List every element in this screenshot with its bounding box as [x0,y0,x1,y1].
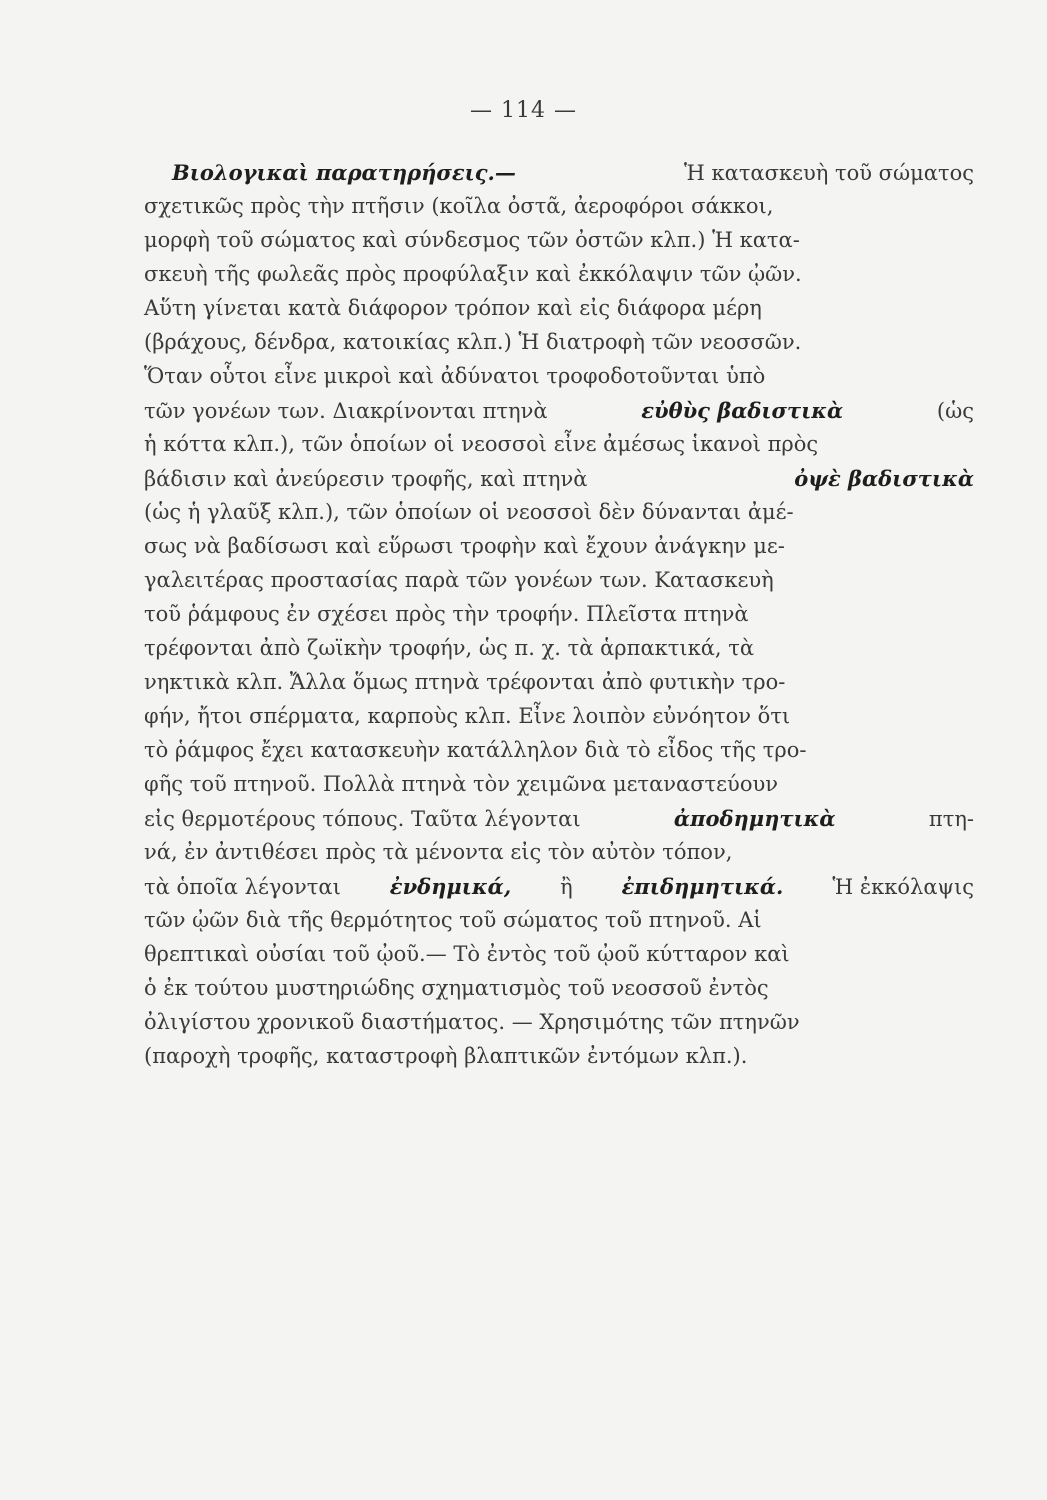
emphasis-term: ὀψὲ βαδιστικὰ [794,466,974,491]
text-line [144,1010,974,1044]
text-line [144,194,974,228]
text-run: ὁ ἐκ τούτου μυστηριώδης σχηματισμὸς τοῦ νεοσσοῦ ἐντὸς [144,976,769,1000]
text-line [144,738,974,772]
emphasis-term: εὐθὺς βαδιστικὰ [641,398,844,423]
text-line [144,942,974,976]
text-line [144,908,974,942]
section-heading: Βιολογικαὶ παρατηρήσεις.— [172,160,516,185]
text-line [144,534,974,568]
text-run: τῶν γονέων των. Διακρίνονται πτηνὰ [144,399,555,423]
text-line [144,398,974,432]
text-line [144,874,974,908]
text-run: εἰς θερμοτέρους τόπους. Ταῦτα λέγονται [144,807,588,831]
text-line [144,636,974,670]
text-run: τρέφονται ἀπὸ ζωϊκὴν τροφήν, ὡς π. χ. τὰ ἁρπακτικά, τὰ [144,636,755,660]
text-line [144,466,974,500]
text-run: ἢ [553,875,580,899]
text-run: (ὡς ἡ γλαῦξ κλπ.), τῶν ὁποίων οἱ νεοσσοὶ δὲν δύνανται ἀμέ- [144,500,794,524]
body-paragraph [144,160,974,1078]
text-line [144,262,974,296]
text-run: σχετικῶς πρὸς τὴν πτῆσιν (κοῖλα ὀστᾶ, ἀεροφόροι σάκκοι, [144,194,774,218]
text-run: σως νὰ βαδίσωσι καὶ εὕρωσι τροφὴν καὶ ἔχουν ἀνάγκην με- [144,534,785,558]
text-line [144,670,974,704]
emphasis-term: ἐπιδημητικά. [621,874,784,899]
text-line [144,840,974,874]
text-line [144,806,974,840]
text-run: βάδισιν καὶ ἀνεύρεσιν τροφῆς, καὶ πτηνὰ [144,467,595,491]
text-run: ἡ κόττα κλπ.), τῶν ὁποίων οἱ νεοσσοὶ εἶνε ἀμέσως ἱκανοὶ πρὸς [144,432,819,456]
text-line [144,330,974,364]
text-run: μορφὴ τοῦ σώματος καὶ σύνδεσμος τῶν ὀστῶν κλπ.) Ἡ κατα- [144,228,800,252]
text-run: φῆς τοῦ πτηνοῦ. Πολλὰ πτηνὰ τὸν χειμῶνα μεταναστεύουν [144,772,778,796]
text-line [144,160,974,194]
text-run: (βράχους, δένδρα, κατοικίας κλπ.) Ἡ διατροφὴ τῶν νεοσσῶν. [144,330,802,354]
text-run: τὸ ῥάμφος ἔχει κατασκευὴν κατάλληλον διὰ τὸ εἶδος τῆς τρο- [144,738,807,762]
text-line [144,976,974,1010]
text-run: Αὕτη γίνεται κατὰ διάφορον τρόπον καὶ εἰς διάφορα μέρη [144,296,762,320]
text-line [144,772,974,806]
page-number: — 114 — [470,98,577,123]
text-line [144,364,974,398]
text-run: τοῦ ῥάμφους ἐν σχέσει πρὸς τὴν τροφήν. Πλεῖστα πτηνὰ [144,602,749,626]
text-run: σκευὴ τῆς φωλεᾶς πρὸς προφύλαξιν καὶ ἐκκόλαψιν τῶν ᾠῶν. [144,262,802,286]
text-run: τῶν ᾠῶν διὰ τῆς θερμότητος τοῦ σώματος τοῦ πτηνοῦ. Αἱ [144,908,762,932]
text-run: πτη- [922,807,974,831]
text-run: φήν, ἤτοι σπέρματα, καρποὺς κλπ. Εἶνε λοιπὸν εὐνόητον ὅτι [144,704,791,728]
text-line [144,500,974,534]
text-run: Ὅταν οὗτοι εἶνε μικροὶ καὶ ἀδύνατοι τροφοδοτοῦνται ὑπὸ [144,364,766,388]
text-line [144,568,974,602]
text-run: νά, ἐν ἀντιθέσει πρὸς τὰ μένοντα εἰς τὸν αὐτὸν τόπον, [144,840,733,864]
text-line [144,704,974,738]
text-run: Ἡ κατασκευὴ τοῦ σώματος [684,161,974,185]
text-line [144,602,974,636]
text-run: γαλειτέρας προστασίας παρὰ τῶν γονέων των. Κατασκευὴ [144,568,774,592]
text-run: (ὡς [930,399,974,423]
text-run: θρεπτικαὶ οὐσίαι τοῦ ᾠοῦ.— Τὸ ἐντὸς τοῦ ᾠοῦ κύτταρον καὶ [144,942,790,966]
text-run: Ἡ ἐκκόλαψις [825,875,974,899]
text-run: τὰ ὁποῖα λέγονται [144,875,348,899]
emphasis-term: ἐνδημικά, [389,874,512,899]
text-line [144,1044,974,1078]
emphasis-term: ἀποδημητικὰ [673,806,836,831]
text-run: (παροχὴ τροφῆς, καταστροφὴ βλαπτικῶν ἐντόμων κλπ.). [144,1044,748,1068]
text-run: νηκτικὰ κλπ. Ἄλλα ὅμως πτηνὰ τρέφονται ἀπὸ φυτικὴν τρο- [144,670,786,694]
text-line [144,432,974,466]
text-line [144,296,974,330]
text-line [144,228,974,262]
text-run: ὀλιγίστου χρονικοῦ διαστήματος. — Χρησιμότης τῶν πτηνῶν [144,1010,800,1034]
